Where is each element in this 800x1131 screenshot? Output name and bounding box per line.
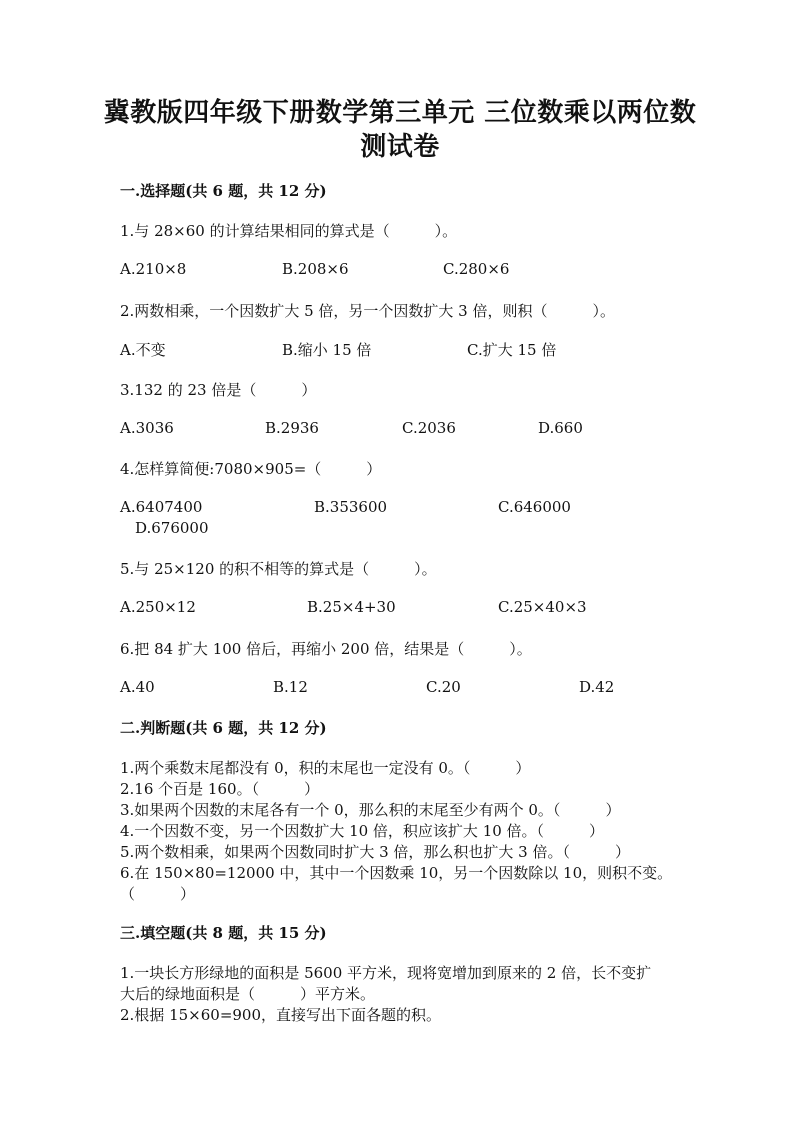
judge-item-4: 4.一个因数不变，另一个因数扩大 10 倍，积应该扩大 10 倍。（ ）	[120, 822, 605, 840]
choice-q6-option-c: C.20	[426, 678, 461, 696]
choice-q2-option-c: C.扩大 15 倍	[467, 341, 557, 359]
choice-q3-option-c: C.2036	[402, 419, 456, 437]
section-heading-judge: 二.判断题(共 6 题，共 12 分)	[120, 719, 327, 737]
choice-q3-option-a: A.3036	[120, 419, 174, 437]
choice-question-6: 6.把 84 扩大 100 倍后，再缩小 200 倍，结果是（ ）。	[120, 640, 532, 658]
choice-question-5: 5.与 25×120 的积不相等的算式是（ ）。	[120, 560, 437, 578]
fill-item-1-line-1: 1.一块长方形绿地的面积是 5600 平方米，现将宽增加到原来的 2 倍，长不变扩	[120, 964, 652, 982]
choice-q3-option-d: D.660	[538, 419, 583, 437]
judge-item-3: 3.如果两个因数的末尾各有一个 0，那么积的末尾至少有两个 0。（ ）	[120, 801, 621, 819]
choice-question-3: 3.132 的 23 倍是（ ）	[120, 381, 317, 399]
choice-q1-option-c: C.280×6	[443, 260, 510, 278]
choice-q4-option-d: D.676000	[135, 519, 209, 537]
choice-q6-option-d: D.42	[579, 678, 615, 696]
choice-q4-option-b: B.353600	[314, 498, 388, 516]
choice-q6-option-b: B.12	[273, 678, 308, 696]
judge-item-2: 2.16 个百是 160。（ ）	[120, 780, 320, 798]
choice-q5-option-a: A.250×12	[120, 598, 196, 616]
judge-item-6: 6.在 150×80=12000 中，其中一个因数乘 10，另一个因数除以 10，则积不变。	[120, 864, 673, 882]
judge-item-5: 5.两个数相乘，如果两个因数同时扩大 3 倍，那么积也扩大 3 倍。（ ）	[120, 843, 630, 861]
choice-question-1: 1.与 28×60 的计算结果相同的算式是（ ）。	[120, 222, 458, 240]
fill-item-2: 2.根据 15×60=900，直接写出下面各题的积。	[120, 1006, 442, 1024]
choice-q5-option-c: C.25×40×3	[498, 598, 587, 616]
choice-q4-option-c: C.646000	[498, 498, 571, 516]
document-title-line-2: 测试卷	[360, 132, 440, 162]
fill-item-1-line-2: 大后的绿地面积是（ ）平方米。	[120, 985, 376, 1003]
choice-q3-option-b: B.2936	[265, 419, 319, 437]
choice-question-4: 4.怎样算简便:7080×905=（ ）	[120, 460, 382, 478]
document-title-line-1: 冀教版四年级下册数学第三单元 三位数乘以两位数	[103, 98, 697, 128]
judge-item-1: 1.两个乘数末尾都没有 0，积的末尾也一定没有 0。（ ）	[120, 759, 531, 777]
choice-q6-option-a: A.40	[120, 678, 155, 696]
section-heading-fill: 三.填空题(共 8 题，共 15 分)	[120, 924, 327, 942]
choice-q2-option-b: B.缩小 15 倍	[282, 341, 372, 359]
choice-q1-option-a: A.210×8	[120, 260, 187, 278]
choice-q2-option-a: A.不变	[120, 341, 166, 359]
judge-item-6-blank: （ ）	[120, 885, 196, 903]
choice-q5-option-b: B.25×4+30	[307, 598, 396, 616]
choice-q1-option-b: B.208×6	[282, 260, 349, 278]
choice-q4-option-a: A.6407400	[120, 498, 203, 516]
section-heading-choice: 一.选择题(共 6 题，共 12 分)	[120, 182, 327, 200]
choice-question-2: 2.两数相乘，一个因数扩大 5 倍，另一个因数扩大 3 倍，则积（ ）。	[120, 302, 615, 320]
